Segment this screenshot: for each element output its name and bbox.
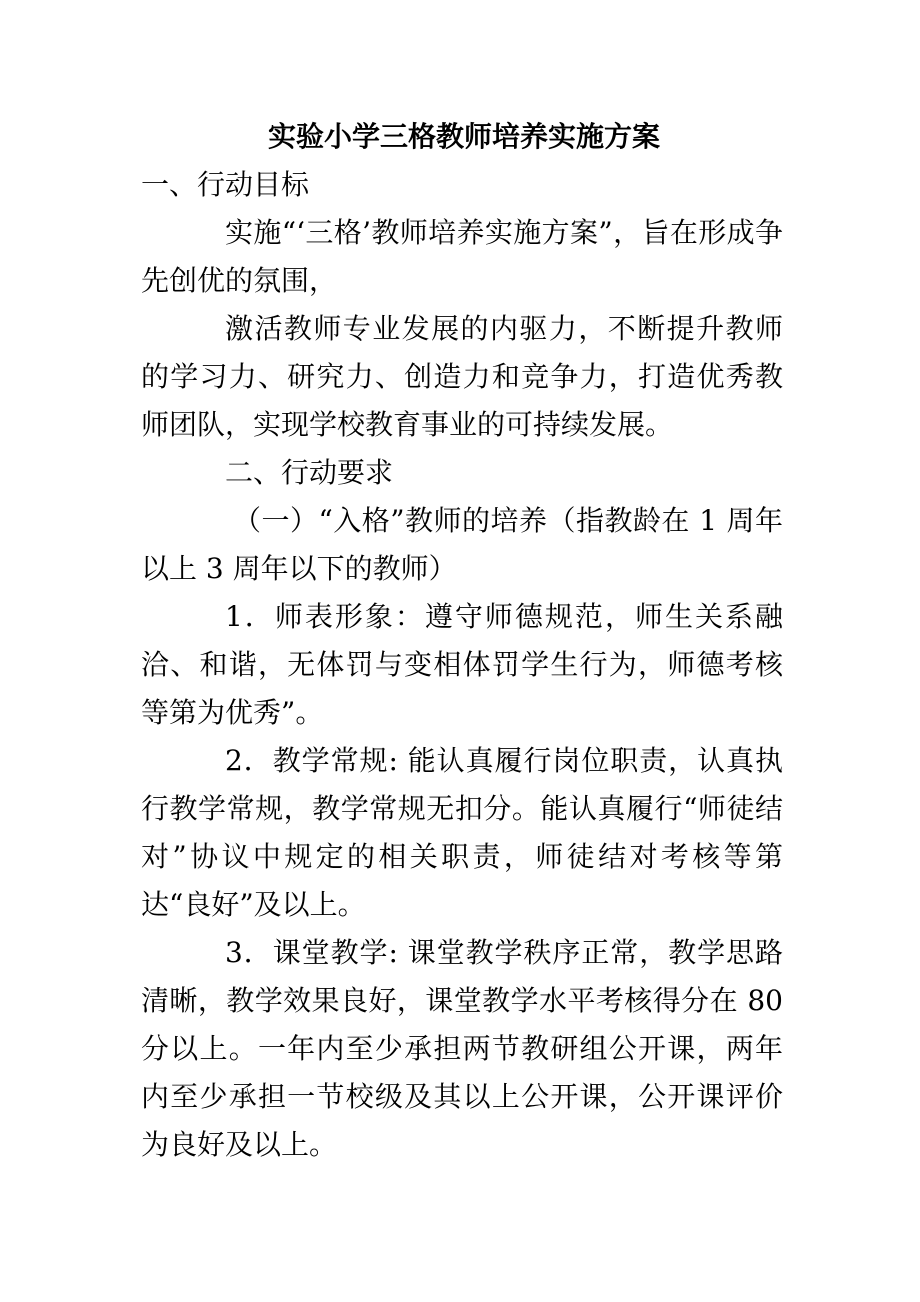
list-item-classroom-teaching: 3．课堂教学: 课堂教学秩序正常，教学思路清晰，教学效果良好，课堂教学水平考核得分在 80 分以上。一年内至少承担两节教研组公开课，两年内至少承担一节校级及其以上公开课，公开课评价为良好及以上。	[141, 936, 783, 1161]
subsection-heading-entry-teachers: （一）“入格”教师的培养（指教龄在 1 周年以上 3 周年以下的教师）	[141, 504, 783, 585]
paragraph-goals-1: 实施“‘三格’教师培养实施方案”，旨在形成争先创优的氛围，	[141, 216, 783, 297]
list-item-teacher-image: 1．师表形象：遵守师德规范，师生关系融洽、和谐，无体罚与变相体罚学生行为，师德考核等第为优秀”。	[141, 600, 783, 729]
section-heading-requirements: 二、行动要求	[225, 456, 394, 489]
list-item-teaching-routine: 2．教学常规: 能认真履行岗位职责，认真执行教学常规，教学常规无扣分。能认真履行“师徒结对”协议中规定的相关职责，师徒结对考核等第达“良好”及以上。	[141, 744, 783, 921]
section-heading-goals: 一、行动目标	[141, 168, 310, 201]
document-body	[141, 113, 783, 1169]
document-title: 实验小学三格教师培养实施方案	[267, 120, 660, 153]
paragraph-goals-2: 激活教师专业发展的内驱力，不断提升教师的学习力、研究力、创造力和竞争力，打造优秀教师团队，实现学校教育事业的可持续发展。	[141, 312, 783, 441]
